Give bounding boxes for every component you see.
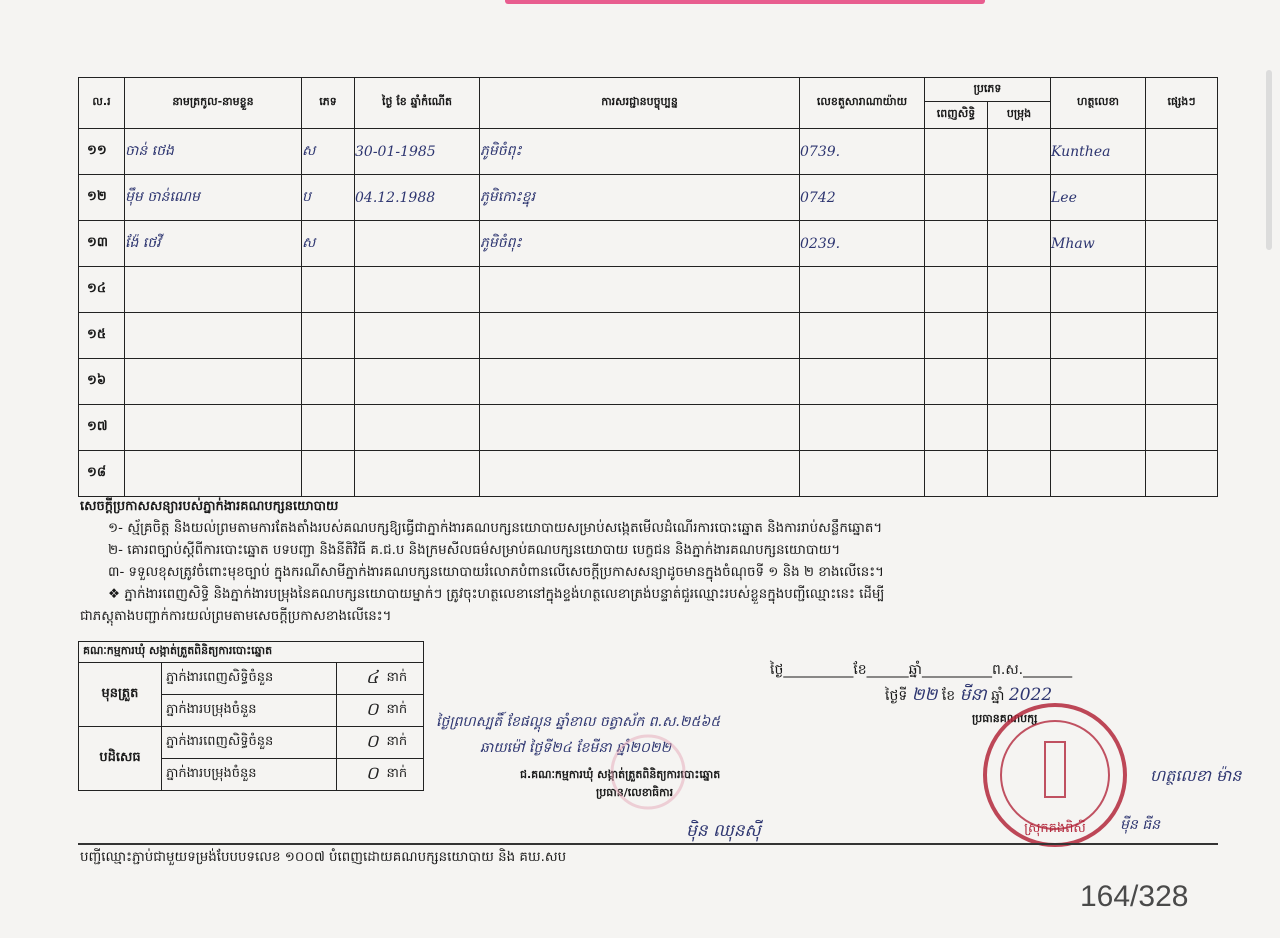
row-name [125, 313, 302, 359]
row-address [480, 267, 800, 313]
row-type-full [925, 451, 988, 497]
table-row [79, 221, 1218, 267]
row-dob [355, 267, 480, 313]
party-role-label: ប្រធានគណបក្ស [972, 712, 1038, 725]
row-address [480, 451, 800, 497]
row-sex [302, 451, 355, 497]
lunar-date-line: ថ្ងៃព្រហស្បតិ៍ ខែផល្គុន ឆ្នាំខាល ចត្វាស័ក ព.ស.២៥៦៥ [436, 714, 721, 730]
header-type-reserve: បម្រុង [988, 102, 1051, 129]
row-type-reserve [988, 451, 1051, 497]
table-row [79, 267, 1218, 313]
row-number: ១៨ [79, 451, 125, 497]
scroll-indicator[interactable] [1266, 70, 1272, 250]
summary-count: ០ [337, 727, 383, 759]
row-name: ចាន់ ថេង [125, 129, 302, 175]
summary-unit: នាក់ [383, 727, 424, 759]
commune-date-line: ឆាយម៉ៅ ថ្ងៃទី២៤ ខែមីនា ឆ្នាំ២០២២ [480, 740, 672, 756]
summary-unit: នាក់ [383, 663, 424, 695]
summary-count: ៤ [337, 663, 383, 695]
month-value: មីនា [959, 685, 987, 705]
row-dob: 30-01-1985 [355, 129, 480, 175]
row-signature [1051, 405, 1146, 451]
declaration-section [80, 496, 1220, 628]
table-row [79, 405, 1218, 451]
row-signature: Kunthea [1051, 129, 1146, 175]
row-name: ង៉ែ ថេវី [125, 221, 302, 267]
extra-signature: ម៉ីន ធីន [1120, 817, 1160, 833]
declaration-item: ២- គោរពច្បាប់ស្តីពីការបោះឆ្នោត បទបញ្ជា និងនីតិវិធី គ.ជ.ប និងក្រមសីលធម៌សម្រាប់គណបក្សនយោបាយ បេក្ខជន និងភ្នាក់ងារគណបក្សនយោបាយ។ [108, 543, 841, 558]
row-number: ១៦ [79, 359, 125, 405]
row-sex: ស [302, 221, 355, 267]
row-type-reserve [988, 267, 1051, 313]
row-type-full [925, 267, 988, 313]
row-voter-no [800, 405, 925, 451]
agent-table [78, 77, 1218, 497]
header-address: ការសរជ្ជានបច្ចុប្បន្ន [480, 78, 800, 129]
row-signature [1051, 313, 1146, 359]
row-remark [1146, 221, 1218, 267]
row-number: ១៤ [79, 267, 125, 313]
row-type-reserve [988, 405, 1051, 451]
row-remark [1146, 175, 1218, 221]
summary-group-label: មុនត្រួត [79, 663, 162, 727]
year-value: 2022 [1008, 685, 1053, 705]
declaration-note: ❖ ភ្នាក់ងារពេញសិទ្ធិ និងភ្នាក់ងារបម្រុងនៃគណបក្សនយោបាយម្នាក់ៗ ត្រូវចុះហត្ថលេខានៅក្នុងខ្ទង់ហត្ថលេខាត្រង់បន្ទាត់ជួរឈ្មោះរបស់ខ្លួនក្នុងបញ្ជីឈ្មោះនេះ ដើម្បី [108, 587, 885, 602]
row-type-reserve [988, 129, 1051, 175]
row-voter-no [800, 451, 925, 497]
row-dob [355, 451, 480, 497]
row-dob [355, 405, 480, 451]
row-address [480, 405, 800, 451]
official-seal-icon [970, 700, 1140, 850]
committee-label: ជ.គណៈកម្មការឃុំ សង្កាត់ត្រួតពិនិត្យការបោះឆ្នោត [520, 768, 721, 781]
header-remark: ផ្សេងៗ [1146, 78, 1218, 129]
summary-row-label: ភ្នាក់ងារពេញសិទ្ធិចំនួន [162, 727, 337, 759]
row-voter-no: 0739. [800, 129, 925, 175]
row-voter-no [800, 267, 925, 313]
footer-divider [78, 843, 1218, 845]
header-no: ល.រ [79, 78, 125, 129]
row-remark [1146, 313, 1218, 359]
row-type-reserve [988, 175, 1051, 221]
footer-note: បញ្ជីឈ្មោះភ្ជាប់ជាមួយទម្រង់បែបបទលេខ ១០០៧ បំពេញដោយគណបក្សនយោបាយ និង គឃ.សប [80, 850, 567, 865]
row-sex [302, 267, 355, 313]
row-address [480, 313, 800, 359]
row-signature [1051, 267, 1146, 313]
day-label: ថ្ងៃទី [885, 688, 908, 704]
row-type-full [925, 359, 988, 405]
row-type-reserve [988, 313, 1051, 359]
row-signature [1051, 451, 1146, 497]
faint-stamp-icon [608, 732, 688, 812]
row-signature [1051, 359, 1146, 405]
header-signature: ហត្ថលេខា [1051, 78, 1146, 129]
summary-group-label: បដិសេធ [79, 727, 162, 791]
row-address: ភូមិចំពុះ [480, 221, 800, 267]
row-dob [355, 313, 480, 359]
summary-count: ០ [337, 759, 383, 791]
row-address: ភូមិកោះខ្នុរ [480, 175, 800, 221]
header-type: ប្រភេទ [925, 78, 1051, 102]
row-name [125, 267, 302, 313]
row-sex: ស [302, 129, 355, 175]
summary-header: គណៈកម្មការឃុំ សង្កាត់ត្រួតពិនិត្យការបោះឆ្នោត [79, 642, 424, 663]
row-sex [302, 405, 355, 451]
month-label: ខែ [941, 688, 956, 704]
row-address: ភូមិចំពុះ [480, 129, 800, 175]
seal-label: ស្រុកគងពិសី [1024, 821, 1086, 836]
summary-row-label: ភ្នាក់ងារបម្រុងចំនួន [162, 759, 337, 791]
top-accent-bar [505, 0, 985, 4]
year-label: ឆ្នាំ [991, 688, 1005, 704]
row-number: ១២ [79, 175, 125, 221]
row-number: ១៥ [79, 313, 125, 359]
summary-count: ០ [337, 695, 383, 727]
row-type-reserve [988, 221, 1051, 267]
row-remark [1146, 405, 1218, 451]
blank-date-line: ថ្ងៃ__________ខែ______ឆ្នាំ__________ព.ស._______ [770, 662, 1073, 678]
row-signature: Lee [1051, 175, 1146, 221]
summary-unit: នាក់ [383, 695, 424, 727]
table-row [79, 175, 1218, 221]
row-address [480, 359, 800, 405]
header-voter-no: លេខតួសារាណាយ៉ាយ [800, 78, 925, 129]
summary-row-label: ភ្នាក់ងារពេញសិទ្ធិចំនួន [162, 663, 337, 695]
row-voter-no [800, 359, 925, 405]
row-remark [1146, 129, 1218, 175]
declaration-item: ៣- ទទួលខុសត្រូវចំពោះមុខច្បាប់ ក្នុងករណីសាមីភ្នាក់ងារគណបក្សនយោបាយរំលោភបំពានលើសេចក្តីប្រកាសសន្យាដូចមានក្នុងចំណុចទី ១ និង ២ ខាងលើនេះ។ [108, 565, 885, 580]
day-value: ២២ [911, 685, 938, 705]
row-name [125, 451, 302, 497]
summary-row-label: ភ្នាក់ងារបម្រុងចំនួន [162, 695, 337, 727]
header-dob: ថ្ងៃ ខែ ឆ្នាំកំណើត [355, 78, 480, 129]
party-signature: ហត្ថលេខា ម៉ាន [1150, 766, 1242, 785]
declaration-note-cont: ជាភស្តុតាងបញ្ជាក់ការយល់ព្រមតាមសេចក្តីប្រកាសខាងលើនេះ។ [80, 609, 392, 624]
row-name [125, 359, 302, 405]
header-type-full: ពេញសិទ្ធិ [925, 102, 988, 129]
row-remark [1146, 451, 1218, 497]
row-voter-no: 0742 [800, 175, 925, 221]
declaration-title: សេចក្តីប្រកាសសន្យារបស់ភ្នាក់ងារគណបក្សនយោបាយ [80, 499, 339, 514]
summary-unit: នាក់ [383, 759, 424, 791]
row-number: ១៧ [79, 405, 125, 451]
table-row [79, 359, 1218, 405]
row-number: ១១ [79, 129, 125, 175]
row-remark [1146, 267, 1218, 313]
row-voter-no [800, 313, 925, 359]
committee-signer-name: ម៉ិន ឈុនស៊ី [686, 821, 761, 841]
committee-role: ប្រធាន/លេខាធិការ [596, 786, 674, 799]
table-row [79, 313, 1218, 359]
row-name [125, 405, 302, 451]
header-sex: ភេទ [302, 78, 355, 129]
row-type-full [925, 175, 988, 221]
row-number: ១៣ [79, 221, 125, 267]
row-name: ម៉ឹម ចាន់ណេម [125, 175, 302, 221]
row-type-full [925, 405, 988, 451]
row-type-reserve [988, 359, 1051, 405]
row-sex [302, 359, 355, 405]
row-sex: ប [302, 175, 355, 221]
row-type-full [925, 129, 988, 175]
row-dob: 04.12.1988 [355, 175, 480, 221]
declaration-item: ១- ស្ម័គ្រចិត្ត និងយល់ព្រមតាមការតែងតាំងរបស់គណបក្សឱ្យធ្វើជាភ្នាក់ងារគណបក្សនយោបាយសម្រាប់សង្កេតមើលដំណើរការបោះឆ្នោត និងការរាប់សន្លឹកឆ្នោត។ [108, 521, 883, 536]
row-type-full [925, 313, 988, 359]
row-signature: Mhaw [1051, 221, 1146, 267]
row-dob [355, 359, 480, 405]
row-type-full [925, 221, 988, 267]
row-voter-no: 0239. [800, 221, 925, 267]
row-remark [1146, 359, 1218, 405]
table-row [79, 451, 1218, 497]
row-dob [355, 221, 480, 267]
header-name: នាមត្រកូល-នាមខ្លួន [125, 78, 302, 129]
page-number: 164/328 [1080, 880, 1189, 913]
summary-table [78, 641, 424, 791]
table-row [79, 129, 1218, 175]
row-sex [302, 313, 355, 359]
